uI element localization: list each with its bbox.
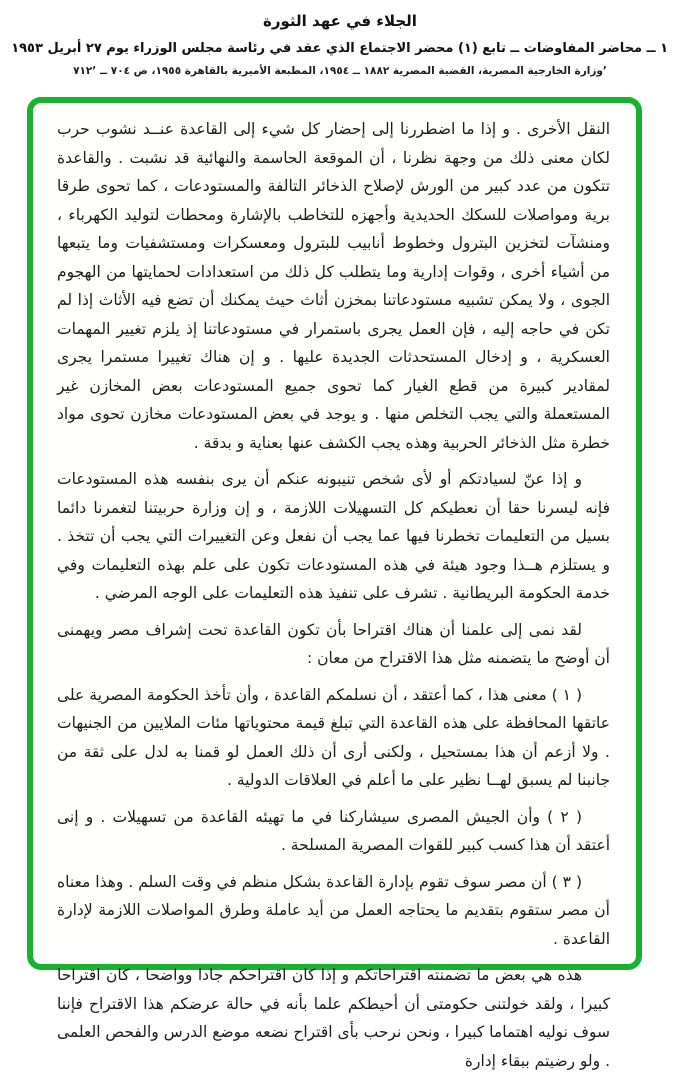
paragraph-point-1: ( ١ ) معنى هذا ، كما أعتقد ، أن نسلمكم القاعدة ، وأن تأخذ الحكومة المصرية على عاتقها المحافظة على هذه القاعدة التي تبلغ قيمة محتوياتها مئات الملايين من الجنيهات . ولا أزعم أن هذا بمستحيل ، ولكنى أرى أن ذلك العمل لو قمنا به لدل على ثقة من جانبنا لم يسبق لهــا نظير على ما أعلم في العلاقات الدولية . xyxy=(57,685,610,789)
section-heading: ١ ــ محاضر المفاوضات ــ تابع (١) محضر الاجتماع الذي عقد في رئاسة مجلس الوزراء يوم ٢٧ أبريل ١٩٥٣ xyxy=(11,41,668,56)
paragraph-point-2: ( ٢ ) وأن الجيش المصرى سيشاركنا في ما تهيئه القاعدة من تسهيلات . و إنى أعتقد أن هذا كسب كبير للقوات المصرية المسلحة . xyxy=(57,807,610,854)
page-title: الجلاء في عهد الثورة xyxy=(263,12,417,30)
paragraph-transport-continuation: النقل الأخرى . و إذا ما اضطررنا إلى إحضار كل شيء إلى القاعدة عنــد نشوب حرب لكان معنى ذلك من وجهة نظرنا ، أن الموقعة الحاسمة والنهائية قد نشبت . والقاعدة تتكون من عدد كبير من الورش لإصلاح الذخائر التالفة والمستودعات ، كما تحوى طرقا برية ومواصلات للسكك الحديدية وأجهزه للتخاطب بالإشارة ومحطات لتوليد الكهرباء ، ومنشآت لتخزين البترول وخطوط أنابيب للبترول ومعسكرات ومستشفيات وما يتبعها من أشياء أخرى ، وقوات إدارية وما يتطلب كل ذلك من استعدادات لحمايتها من الهجوم الجوى ، ولا يمكن تشبيه مستودعاتنا بمخزن أثاث حيث يمكنك أن تضع فيه الأثاث إذا لم تكن في حاجه إليه ، فإن العمل يجرى باستمرار في مستودعاتنا إذ يلزم تغيير المهمات العسكرية ، و إدخال المستحدثات الجديدة عليها . و إن هناك تغييرا مستمرا يجرى لمقادير كبيرة من قطع الغيار كما تحوى جميع المستودعات بعض المخازن غير المستعملة والتي يجب التخلص منها . و يوجد في بعض المستودعات مخازن تحوى مواد خطرة مثل الذخائر الحربية وهذه يجب الكشف عنها بعناية و بدقة . xyxy=(57,120,610,452)
document-header xyxy=(0,0,680,77)
source-citation: ʼوزارة الخارجية المصرية، القضية المصرية ١٨٨٢ ــ ١٩٥٤، المطبعة الأميرية بالقاهرة ١٩٥٥، ص ٧٠٤ ــ ٧١٢ʼ xyxy=(73,65,607,77)
highlighted-text-box xyxy=(27,97,642,1070)
paragraph-inspection-offer: و إذا عنّ لسيادتكم أو لأى شخص تنيبونه عنكم أن يرى بنفسه هذه المستودعات فإنه ليسرنا حقا أن نعطيكم كل التسهيلات اللازمة ، و إن وزارة حربيتنا لتغمرنا دائما بسيل من التعليمات تخطرنا فيها عما يجب أن نفعل وعن التغييرات التي يجب أن تتخذ . و يستلزم هــذا وجود هيئة في هذه المستودعات تكون على علم بهذه التعليمات وفي خدمة الحكومة البريطانية . تشرف على تنفيذ هذه التعليمات على الوجه المرضي . xyxy=(57,470,610,602)
paragraph-point-3: ( ٣ ) أن مصر سوف تقوم بإدارة القاعدة بشكل منظم في وقت السلم . وهذا معناه أن مصر ستقوم بتقديم ما يحتاجه العمل من أيد عاملة وطرق المواصلات اللازمة لإدارة القاعدة . xyxy=(57,872,610,948)
paragraph-proposal-intro: لقد نمى إلى علمنا أن هناك اقتراحا بأن تكون القاعدة تحت إشراف مصر ويهمنى أن أوضح ما يتضمنه مثل هذا الاقتراح من معان : xyxy=(57,620,610,667)
paragraph-closing: هذه هي بعض ما تضمنته اقتراحاتكم و إذا كان اقتراحكم جادا وواضحا ، كان اقتراحا كبيرا ، ولقد خولتنى حكومتى أن أحيطكم علما بأنه في حالة عرضكم هذا الاقتراح فإننا سوف نوليه اهتماما كبيرا ، ونحن نرحب بأى اقتراح نضعه موضع الدرس والفحص العلمى . ولو رضيتم ببقاء إدارة xyxy=(56,966,610,1070)
